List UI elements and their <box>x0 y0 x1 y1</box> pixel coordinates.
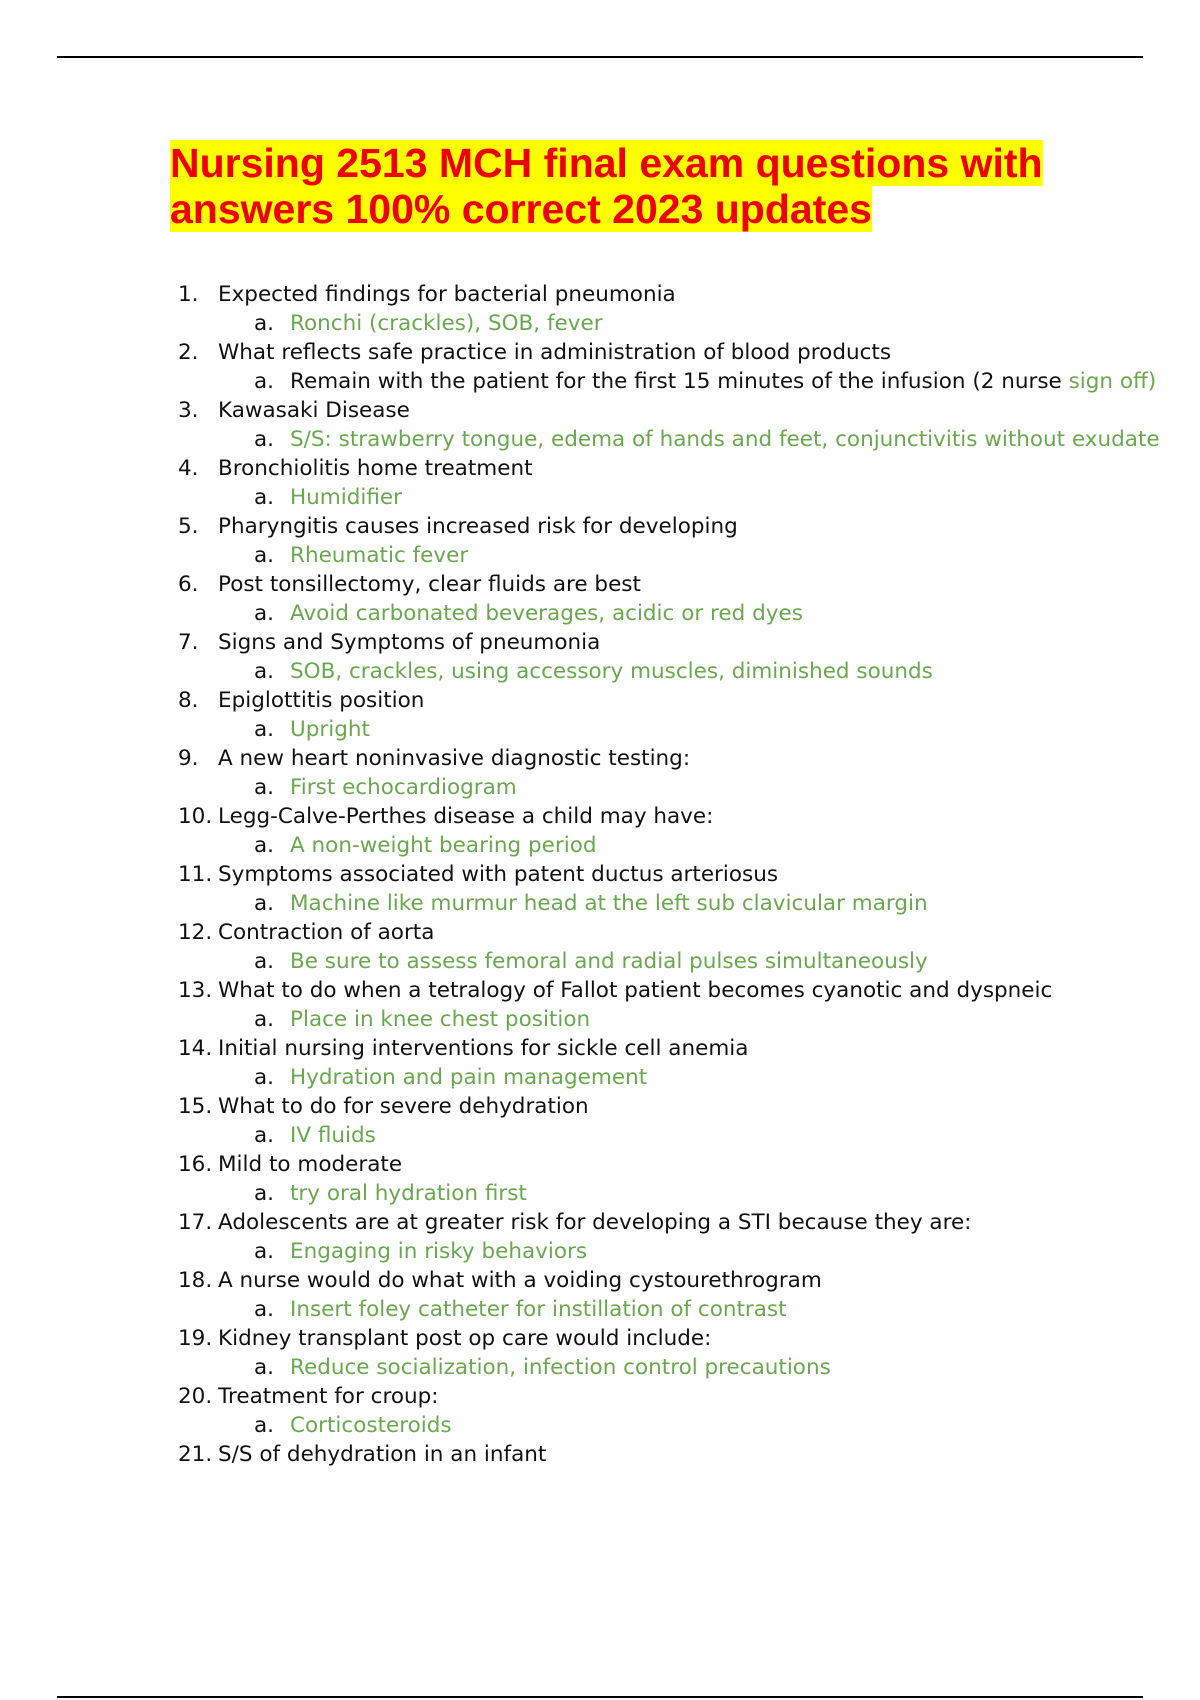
question-item <box>178 744 1138 773</box>
answer-letter: a. <box>254 1297 275 1322</box>
question-number: 10. <box>178 804 213 829</box>
question-item <box>178 1150 1138 1179</box>
question-number: 15. <box>178 1094 213 1119</box>
question-number: 11. <box>178 862 213 887</box>
question-item <box>178 976 1138 1005</box>
answer-letter: a. <box>254 833 275 858</box>
answer-item <box>178 1121 1138 1150</box>
answer-item <box>178 831 1138 860</box>
question-text: Legg-Calve-Perthes disease a child may have: <box>218 804 714 829</box>
answer-text: Upright <box>290 717 370 742</box>
bottom-rule <box>57 1696 1143 1698</box>
question-item <box>178 860 1138 889</box>
question-item <box>178 454 1138 483</box>
question-text: Adolescents are at greater risk for developing a STI because they are: <box>218 1210 972 1235</box>
answer-item <box>178 1237 1138 1266</box>
question-text: Symptoms associated with patent ductus arteriosus <box>218 862 779 887</box>
answer-letter: a. <box>254 1413 275 1438</box>
answer-letter: a. <box>254 543 275 568</box>
answer-text: Avoid carbonated beverages, acidic or red dyes <box>290 601 803 626</box>
answer-letter: a. <box>254 775 275 800</box>
answer-text: Rheumatic fever <box>290 543 469 568</box>
answer-letter: a. <box>254 1007 275 1032</box>
question-text: Expected findings for bacterial pneumonia <box>218 282 676 307</box>
answer-letter: a. <box>254 949 275 974</box>
answer-item <box>178 425 1160 454</box>
answer-letter: a. <box>254 891 275 916</box>
question-item <box>178 686 1138 715</box>
answer-letter: a. <box>254 1181 275 1206</box>
answer-text-dark: Remain with the patient for the first 15 minutes of the infusion (2 nurse <box>290 369 1069 394</box>
question-text: Pharyngitis causes increased risk for developing <box>218 514 738 539</box>
answer-text: A non-weight bearing period <box>290 833 597 858</box>
question-text: Epiglottitis position <box>218 688 425 713</box>
answer-letter: a. <box>254 1355 275 1380</box>
question-text: Signs and Symptoms of pneumonia <box>218 630 601 655</box>
question-number: 4. <box>178 456 199 481</box>
answer-letter: a. <box>254 601 275 626</box>
answer-text: Insert foley catheter for instillation of contrast <box>290 1297 787 1322</box>
question-text: A nurse would do what with a voiding cystourethrogram <box>218 1268 822 1293</box>
answer-letter: a. <box>254 1065 275 1090</box>
question-text: Mild to moderate <box>218 1152 403 1177</box>
question-list <box>178 280 1160 1469</box>
answer-item <box>178 1411 1138 1440</box>
answer-text: SOB, crackles, using accessory muscles, diminished sounds <box>290 659 933 684</box>
question-item <box>178 1382 1138 1411</box>
question-number: 21. <box>178 1442 213 1467</box>
answer-letter: a. <box>254 659 275 684</box>
question-item <box>178 1208 1138 1237</box>
question-number: 8. <box>178 688 199 713</box>
question-number: 1. <box>178 282 199 307</box>
question-number: 14. <box>178 1036 213 1061</box>
question-text: Initial nursing interventions for sickle cell anemia <box>218 1036 749 1061</box>
answer-item <box>178 1005 1138 1034</box>
answer-text: Corticosteroids <box>290 1413 452 1438</box>
question-text: What to do for severe dehydration <box>218 1094 589 1119</box>
answer-item <box>178 1295 1138 1324</box>
answer-letter: a. <box>254 1123 275 1148</box>
answer-text: S/S: strawberry tongue, edema of hands and feet, conjunctivitis without exudate <box>290 427 1160 452</box>
question-text: A new heart noninvasive diagnostic testing: <box>218 746 691 771</box>
answer-item <box>178 1063 1138 1092</box>
question-text: S/S of dehydration in an infant <box>218 1442 547 1467</box>
question-text: Kawasaki Disease <box>218 398 410 423</box>
answer-text: Place in knee chest position <box>290 1007 591 1032</box>
question-item <box>178 280 1138 309</box>
answer-text: Machine like murmur head at the left sub clavicular margin <box>290 891 928 916</box>
answer-letter: a. <box>254 427 275 452</box>
answer-letter: a. <box>254 485 275 510</box>
answer-text: Humidifier <box>290 485 402 510</box>
question-item <box>178 918 1138 947</box>
answer-item <box>178 947 1138 976</box>
question-text: What to do when a tetralogy of Fallot patient becomes cyanotic and dyspneic <box>218 978 1053 1003</box>
answer-item <box>178 541 1138 570</box>
answer-letter: a. <box>254 369 275 394</box>
answer-item <box>178 483 1138 512</box>
answer-item <box>178 657 1138 686</box>
question-item <box>178 512 1138 541</box>
question-item <box>178 628 1138 657</box>
question-number: 5. <box>178 514 199 539</box>
question-number: 19. <box>178 1326 213 1351</box>
question-text: Treatment for croup: <box>218 1384 439 1409</box>
top-rule <box>57 56 1143 58</box>
answer-text: First echocardiogram <box>290 775 517 800</box>
question-item <box>178 1092 1138 1121</box>
question-number: 20. <box>178 1384 213 1409</box>
question-text: Post tonsillectomy, clear fluids are best <box>218 572 641 597</box>
answer-item <box>178 1353 1138 1382</box>
answer-letter: a. <box>254 1239 275 1264</box>
question-number: 2. <box>178 340 199 365</box>
answer-text: Ronchi (crackles), SOB, fever <box>290 311 603 336</box>
question-text: Bronchiolitis home treatment <box>218 456 533 481</box>
question-number: 12. <box>178 920 213 945</box>
answer-item <box>178 1179 1138 1208</box>
question-number: 18. <box>178 1268 213 1293</box>
question-number: 9. <box>178 746 199 771</box>
question-text: What reflects safe practice in administration of blood products <box>218 340 892 365</box>
answer-item <box>178 889 1138 918</box>
document-title: Nursing 2513 MCH final exam questions with answers 100% correct 2023 updates <box>170 140 1043 232</box>
question-item <box>178 396 1138 425</box>
question-number: 17. <box>178 1210 213 1235</box>
question-item <box>178 1266 1138 1295</box>
question-text: Contraction of aorta <box>218 920 435 945</box>
answer-item <box>178 599 1138 628</box>
question-item <box>178 1440 1138 1469</box>
question-item <box>178 338 1138 367</box>
question-number: 13. <box>178 978 213 1003</box>
answer-text: IV fluids <box>290 1123 376 1148</box>
answer-letter: a. <box>254 311 275 336</box>
answer-item <box>178 715 1138 744</box>
question-item <box>178 802 1138 831</box>
question-number: 6. <box>178 572 199 597</box>
question-number: 16. <box>178 1152 213 1177</box>
question-number: 3. <box>178 398 199 423</box>
question-item <box>178 1324 1138 1353</box>
answer-item <box>178 367 1157 396</box>
answer-text: Be sure to assess femoral and radial pulses simultaneously <box>290 949 928 974</box>
answer-text: sign off) <box>1068 369 1157 394</box>
question-text: Kidney transplant post op care would include: <box>218 1326 712 1351</box>
question-item <box>178 570 1138 599</box>
question-number: 7. <box>178 630 199 655</box>
answer-text: Engaging in risky behaviors <box>290 1239 588 1264</box>
answer-text: Hydration and pain management <box>290 1065 648 1090</box>
answer-text: try oral hydration first <box>290 1181 527 1206</box>
answer-item <box>178 773 1138 802</box>
answer-letter: a. <box>254 717 275 742</box>
answer-item <box>178 309 1138 338</box>
answer-text: Reduce socialization, infection control precautions <box>290 1355 831 1380</box>
question-item <box>178 1034 1138 1063</box>
